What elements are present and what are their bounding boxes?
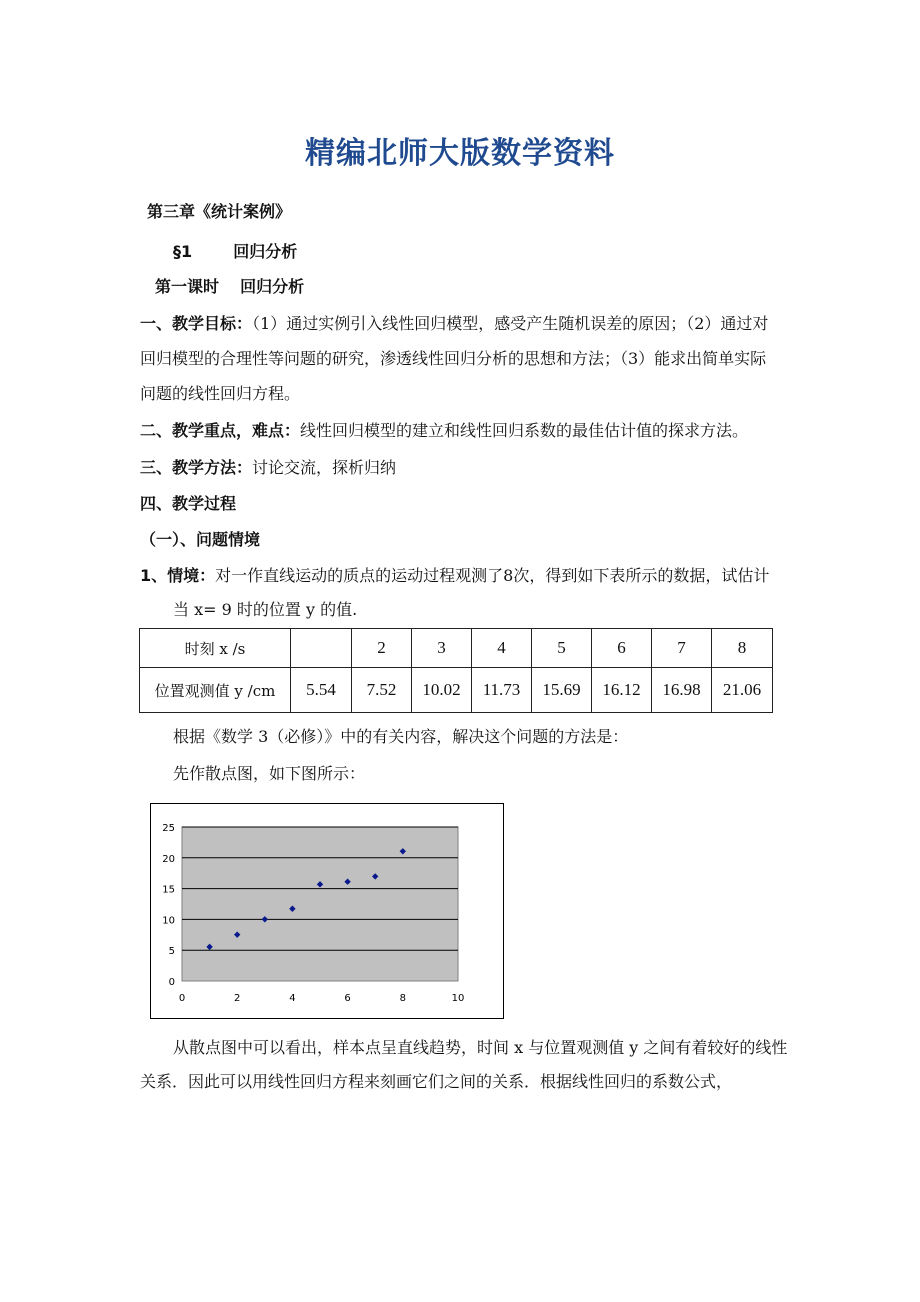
methods-label: 三、教学方法： [140, 458, 253, 477]
row-label-position: 位置观测值 y /cm [140, 668, 291, 713]
keypoints-label: 二、教学重点，难点： [140, 421, 301, 440]
scatter-chart [150, 803, 504, 1019]
conclusion-line-2: 关系．因此可以用线性回归方程来刻画它们之间的关系．根据线性回归的系数公式， [140, 1072, 733, 1091]
scenario-line-1 [140, 566, 769, 586]
y-tick-label: 0 [168, 977, 175, 988]
page-title: 精编北师大版数学资料 [305, 136, 615, 171]
x-tick-label: 4 [289, 993, 296, 1004]
position-cell: 7.52 [352, 668, 412, 713]
table-row-position [140, 668, 773, 713]
conclusion-line-1: 从散点图中可以看出，样本点呈直线趋势，时间 x 与位置观测值 y 之间有着较好的线性 [173, 1038, 788, 1057]
section-heading [173, 242, 297, 262]
scatter-intro-text: 先作散点图，如下图所示： [173, 764, 366, 783]
goals-line-3: 问题的线性回归方程。 [140, 384, 301, 403]
x-tick-label: 6 [344, 993, 351, 1004]
x-tick-label: 2 [234, 993, 241, 1004]
methods-line [140, 458, 396, 478]
x-tick-label: 0 [178, 993, 186, 1004]
position-cell: 11.73 [472, 668, 532, 713]
position-cell: 16.12 [592, 668, 652, 713]
x-tick-label: 10 [451, 993, 465, 1004]
position-cell: 5.54 [291, 668, 352, 713]
keypoints-line [140, 421, 748, 441]
position-cell: 16.98 [652, 668, 712, 713]
section-title: 回归分析 [233, 242, 298, 261]
keypoints-text: 线性回归模型的建立和线性回归系数的最佳估计值的探求方法。 [300, 421, 749, 440]
time-cell: 5 [532, 629, 592, 668]
y-tick-label: 25 [162, 823, 175, 834]
position-cell: 15.69 [532, 668, 592, 713]
y-tick-label: 5 [168, 946, 175, 958]
goals-text-1: （1）通过实例引入线性回归模型，感受产生随机误差的原因；（2）通过对 [252, 314, 769, 333]
goals-line-2: 回归模型的合理性等问题的研究，渗透线性回归分析的思想和方法；（3）能求出简单实际 [140, 349, 767, 368]
subsection-heading: （一）、问题情境 [140, 530, 261, 549]
time-cell: 3 [412, 629, 472, 668]
scenario-line-2: 当 x= 9 时的位置 y 的值. [173, 600, 358, 619]
time-cell: 6 [592, 629, 652, 668]
scenario-text-1: 对一作直线运动的质点的运动过程观测了8次，得到如下表所示的数据，试估计 [215, 566, 770, 585]
position-cell: 10.02 [412, 668, 472, 713]
table-row-time [140, 629, 773, 668]
methods-text: 讨论交流，探析归纳 [252, 458, 397, 477]
time-cell: 7 [652, 629, 712, 668]
process-heading: 四、教学过程 [140, 494, 237, 513]
data-table [139, 628, 773, 713]
time-cell: 2 [352, 629, 412, 668]
section-number: §1 [173, 242, 193, 261]
time-cell [291, 629, 352, 668]
x-tick-label: 8 [399, 993, 406, 1004]
after-table-text: 根据《数学 3（必修）》中的有关内容，解决这个问题的方法是： [173, 727, 629, 746]
chapter-heading: 第三章《统计案例》 [147, 202, 292, 221]
lesson-label: 第一课时 [155, 277, 220, 296]
time-cell: 8 [712, 629, 773, 668]
y-tick-label: 10 [162, 915, 175, 927]
scenario-label: 1、情境： [140, 566, 216, 585]
lesson-title: 回归分析 [240, 277, 305, 296]
time-cell: 4 [472, 629, 532, 668]
goals-label: 一、教学目标： [140, 314, 253, 333]
goals-line-1 [140, 314, 768, 334]
lesson-heading [155, 277, 304, 297]
position-cell: 21.06 [712, 668, 773, 713]
plot-area [182, 827, 458, 981]
y-tick-label: 15 [162, 884, 175, 896]
row-label-time: 时刻 x /s [140, 629, 291, 668]
y-tick-label: 20 [162, 853, 175, 865]
